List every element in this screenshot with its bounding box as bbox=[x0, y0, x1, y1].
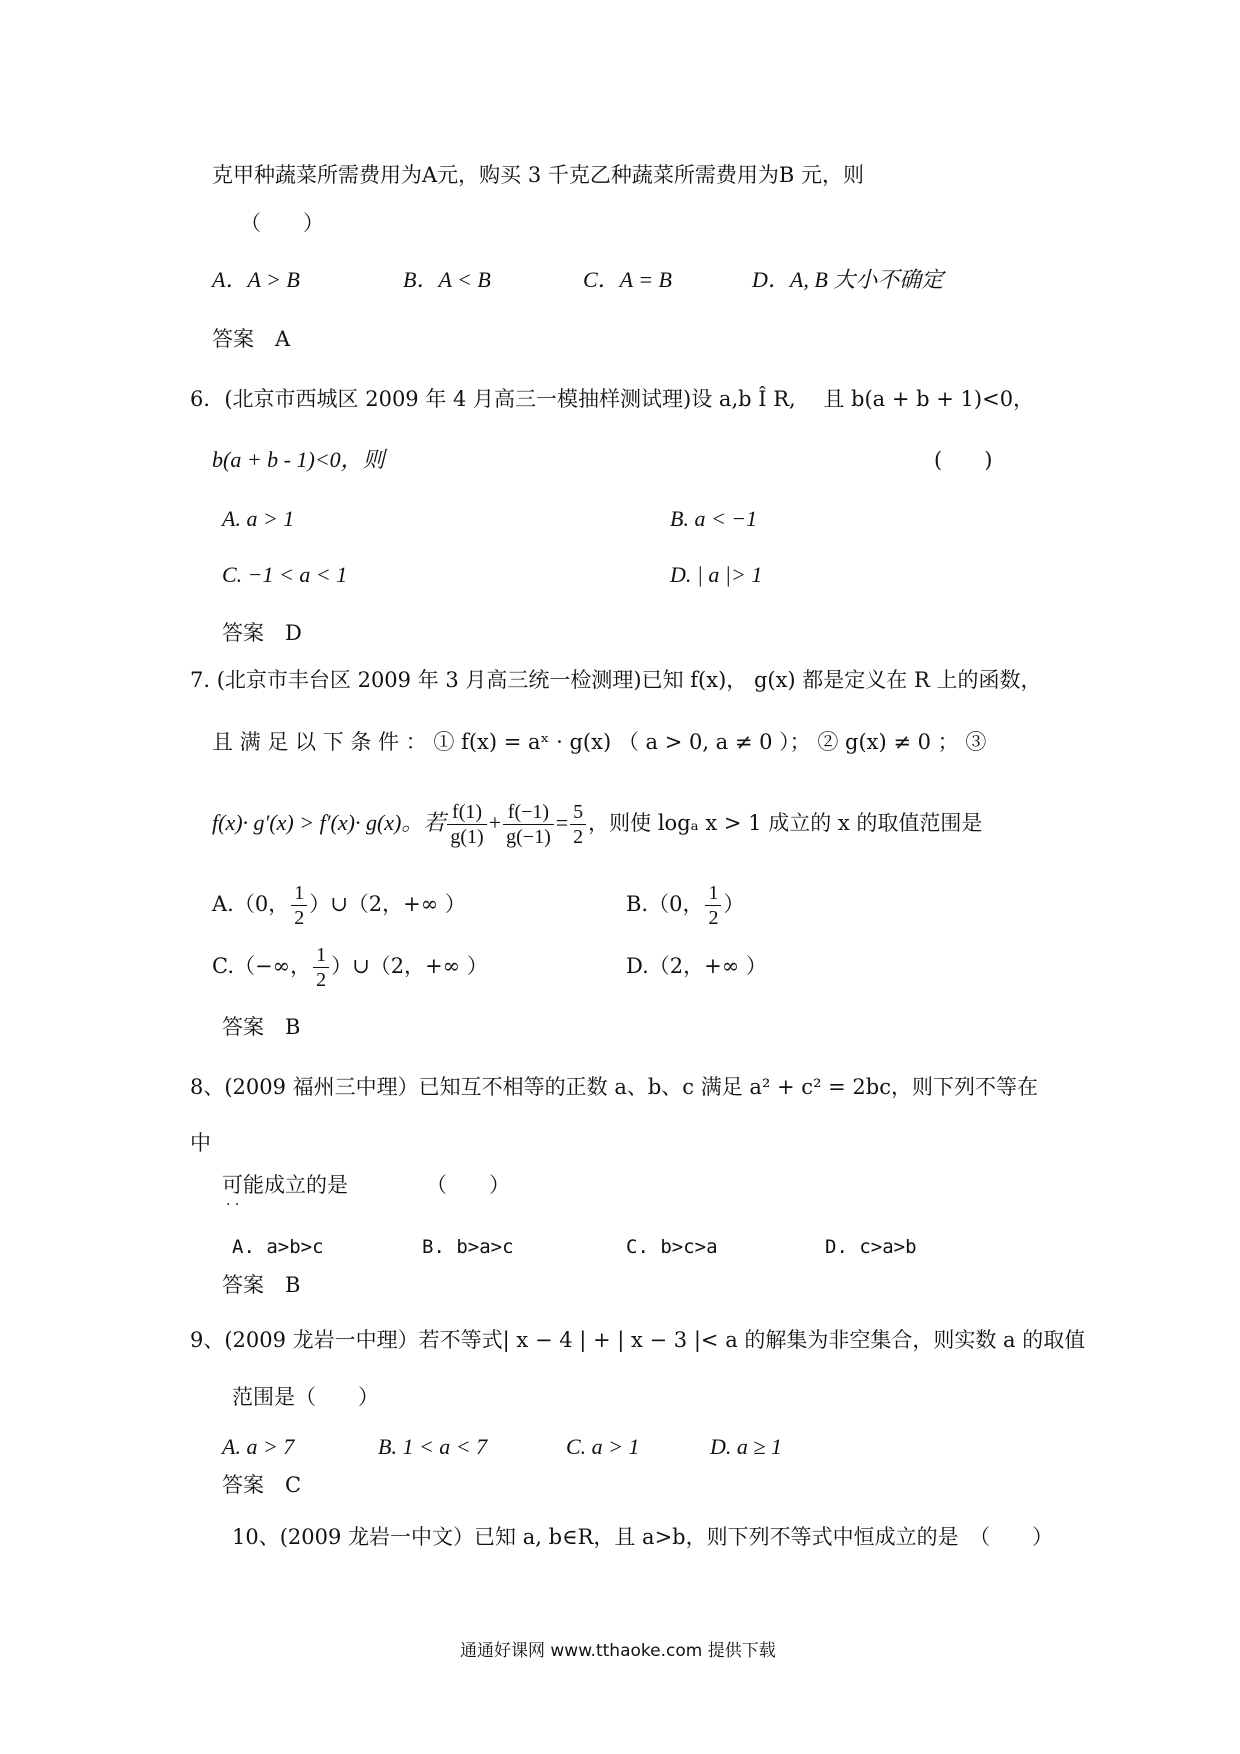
q5-answer: 答案 A bbox=[212, 327, 291, 351]
q9-option-c: C. a > 1 bbox=[566, 1434, 640, 1459]
q6-option-d: D. | a |> 1 bbox=[670, 562, 763, 587]
q7-option-b-fraction bbox=[705, 881, 721, 930]
q7-option-c-fraction bbox=[313, 943, 329, 992]
q8-option-b: B. b>a>c bbox=[422, 1236, 514, 1258]
q9-stem-line2: 范围是（ ） bbox=[232, 1385, 379, 1409]
q7-fraction-1-num: f(1) bbox=[447, 800, 486, 825]
q7-option-a-frac-den: 2 bbox=[294, 907, 305, 929]
q7-fraction-2 bbox=[503, 800, 554, 849]
q5-answer-paren: （ ） bbox=[240, 211, 324, 235]
q7-option-c-post: ）∪（2，+∞ ） bbox=[331, 954, 488, 978]
q7-fraction-1 bbox=[447, 800, 486, 849]
q9-option-b: B. 1 < a < 7 bbox=[378, 1434, 488, 1459]
q7-fraction-1-den: g(1) bbox=[450, 826, 484, 848]
q7-option-c bbox=[212, 938, 488, 994]
q7-option-a-frac-num: 1 bbox=[291, 881, 307, 906]
q7-option-b-frac-num: 1 bbox=[705, 881, 721, 906]
q6-option-b: B. a < −1 bbox=[670, 506, 758, 531]
q7-fraction-3-den: 2 bbox=[573, 826, 584, 848]
q7-option-b-frac-den: 2 bbox=[708, 907, 719, 929]
q7-stem-line3 bbox=[212, 793, 982, 853]
q7-option-d: D.（2，+∞ ） bbox=[626, 954, 767, 978]
q7-equals-sign: = bbox=[555, 810, 569, 835]
q7-option-c-frac-num: 1 bbox=[313, 943, 329, 968]
q6-answer-paren: ( ) bbox=[934, 448, 993, 472]
q7-option-c-frac-den: 2 bbox=[316, 969, 327, 991]
q7-fraction-3-num: 5 bbox=[570, 800, 586, 825]
q6-answer: 答案 D bbox=[222, 621, 302, 645]
q8-stem-line3: 可能成立的是 bbox=[222, 1173, 348, 1197]
q9-option-a: A. a > 7 bbox=[222, 1434, 295, 1459]
q9-stem-line1: 9、(2009 龙岩一中理）若不等式| x − 4 | + | x − 3 |< a 的解集为非空集合，则实数 a 的取值 bbox=[190, 1328, 1086, 1352]
q7-option-a-fraction bbox=[291, 881, 307, 930]
q5-option-a: A．A > B bbox=[212, 267, 300, 292]
q8-stem-line1: 8、(2009 福州三中理）已知互不相等的正数 a、b、c 满足 a² + c² = 2bc，则下列不等在 bbox=[190, 1075, 1038, 1099]
q5-stem: 克甲种蔬菜所需费用为A元，购买 3 千克乙种蔬菜所需费用为B 元，则 bbox=[212, 163, 864, 187]
q7-option-b-pre: B.（0， bbox=[626, 892, 704, 916]
q5-option-c: C．A = B bbox=[583, 267, 672, 292]
q8-answer-paren: （ ） bbox=[426, 1173, 510, 1197]
q7-stem-line1: 7. (北京市丰台区 2009 年 3 月高三统一检测理)已知 f(x)， g(x) 都是定义在 R 上的函数， bbox=[190, 668, 1042, 692]
q6-stem-line1: 6．(北京市西城区 2009 年 4 月高三一模抽样测试理)设 a,b Î R, 且 b(a + b + 1)<0， bbox=[190, 387, 1035, 411]
q8-answer: 答案 B bbox=[222, 1273, 301, 1297]
q7-question-tail: ，则使 logₐ x > 1 成立的 x 的取值范围是 bbox=[588, 811, 983, 835]
q9-answer: 答案 C bbox=[222, 1473, 302, 1497]
q9-option-d: D. a ≥ 1 bbox=[710, 1434, 782, 1459]
q5-option-d: D．A, B 大小不确定 bbox=[752, 267, 944, 292]
q8-stem-line2: 中 bbox=[190, 1131, 211, 1155]
q7-stem-line2: 且 满 足 以 下 条 件 ： ① f(x) = aˣ · g(x) （ a > 0, a ≠ 0 ）； ② g(x) ≠ 0 ； ③ bbox=[212, 730, 987, 754]
page-footer: 通通好课网 www.tthaoke.com 提供下载 bbox=[460, 1641, 776, 1661]
q6-stem-line2: b(a + b - 1)<0，则 bbox=[212, 447, 385, 472]
q7-option-b bbox=[626, 876, 744, 932]
q8-emphasis-dots: · · bbox=[226, 1197, 240, 1213]
q7-fraction-2-den: g(−1) bbox=[506, 826, 551, 848]
q7-option-a-post: ）∪（2，+∞ ） bbox=[309, 892, 466, 916]
q7-plus-sign: + bbox=[488, 810, 502, 835]
q8-option-d: D. c>a>b bbox=[825, 1236, 917, 1258]
q7-fraction-2-num: f(−1) bbox=[503, 800, 554, 825]
q7-answer: 答案 B bbox=[222, 1015, 301, 1039]
q10-stem-line1: 10、(2009 龙岩一中文）已知 a, b∈R，且 a>b，则下列不等式中恒成立的是 （ ） bbox=[232, 1525, 1054, 1549]
q6-option-a: A. a > 1 bbox=[222, 506, 295, 531]
q7-option-a bbox=[212, 876, 466, 932]
q7-option-b-post: ） bbox=[723, 892, 745, 916]
q5-option-b: B．A < B bbox=[403, 267, 491, 292]
q7-fraction-3 bbox=[570, 800, 586, 849]
q7-option-c-pre: C.（−∞， bbox=[212, 954, 312, 978]
q8-option-c: C. b>c>a bbox=[626, 1236, 718, 1258]
q7-option-a-pre: A.（0， bbox=[212, 892, 290, 916]
q6-option-c: C. −1 < a < 1 bbox=[222, 562, 348, 587]
q8-option-a: A. a>b>c bbox=[232, 1236, 324, 1258]
q7-condition-3: f(x)· g′(x) > f′(x)· g(x)。若 bbox=[212, 810, 446, 835]
